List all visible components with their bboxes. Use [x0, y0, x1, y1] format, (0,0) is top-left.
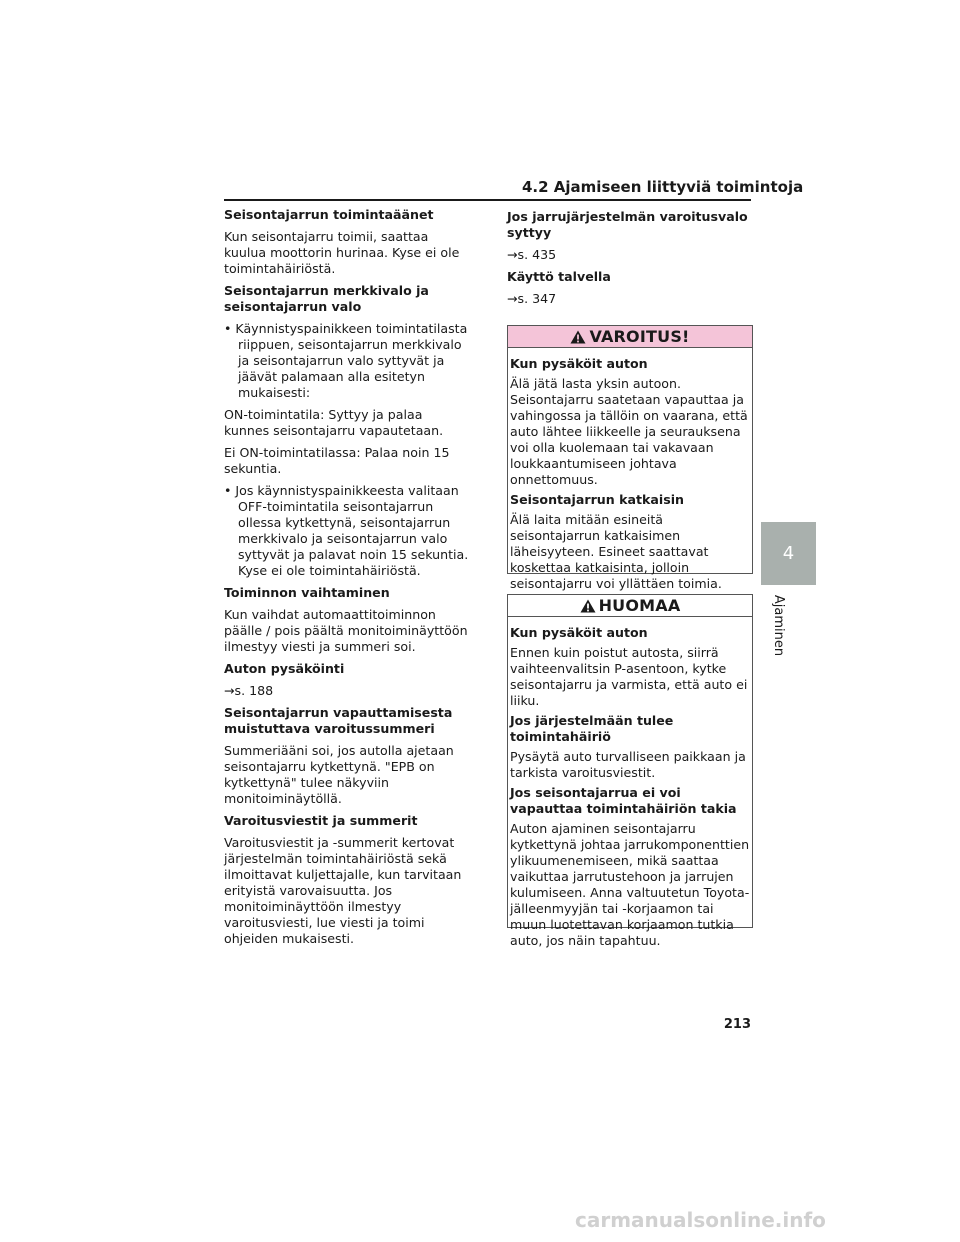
watermark: carmanualsonline.info — [575, 1208, 826, 1232]
heading-parking: Auton pysäköinti — [224, 661, 345, 676]
warning-box-body — [508, 348, 752, 592]
warning-box-title — [508, 326, 752, 348]
warning-box — [507, 325, 753, 591]
bullet-item: • Jos käynnistyspainikkeesta valitaan OFF-toimintatila seisontajarrun ollessa kytkettynä, seisontajarrun merkkivalo ja seisontajarrun valo syttyvät ja palavat noin 15 sekuntia. Kyse ei ole toimintahäiriöstä. — [224, 483, 469, 578]
warning-triangle-icon — [570, 330, 586, 344]
chapter-tab[interactable]: 4 — [761, 522, 816, 585]
warning-title-text: VAROITUS! — [589, 327, 690, 346]
paragraph: Kun seisontajarru toimii, saattaa kuulua moottorin hurinaa. Kyse ei ole toimintahäiriöstä. — [224, 229, 460, 276]
heading-winter-use: Käyttö talvella — [507, 269, 611, 284]
left-column — [224, 207, 470, 953]
page-reference-link[interactable]: →s. 347 — [507, 291, 557, 306]
chapter-label-text: Ajaminen — [771, 594, 787, 657]
heading-release-buzzer: Seisontajarrun vapauttamisesta muistuttava varoitussummeri — [224, 705, 453, 736]
page-number: 213 — [723, 1017, 751, 1032]
bullet-item: • Käynnistyspainikkeen toimintatilasta riippuen, seisontajarrun merkkivalo ja seisontajarrun valo syttyvät ja jäävät palamaan alla esitetyn mukaisesti: — [224, 321, 468, 400]
paragraph: ON-toimintatila: Syttyy ja palaa kunnes seisontajarru vapautetaan. — [224, 407, 444, 438]
notice-title-text: HUOMAA — [598, 596, 681, 615]
heading-indicator: Seisontajarrun merkkivalo ja seisontajarrun valo — [224, 283, 429, 314]
notice-box-title — [508, 595, 752, 617]
caution-triangle-icon — [580, 599, 596, 613]
warning-heading: Seisontajarrun katkaisin — [510, 492, 684, 507]
heading-parking-brake-sounds: Seisontajarrun toimintaäänet — [224, 207, 434, 222]
notice-paragraph: Auton ajaminen seisontajarru kytkettynä johtaa jarrukomponenttien ylikuumenemiseen, mikä saattaa vaikuttaa jarrutustehoon ja jarrujen kulumiseen. Anna valtuutetun Toyota-jälleenmyyjän tai -korjaamon tai muun luotettavan korjaamon tutkia auto, jos näin tapahtuu. — [510, 821, 750, 948]
notice-box — [507, 594, 753, 948]
warning-heading: Kun pysäköit auton — [510, 356, 648, 371]
paragraph: Ei ON-toimintatilassa: Palaa noin 15 sekuntia. — [224, 445, 450, 476]
heading-brake-warning-light: Jos jarrujärjestelmän varoitusvalo syttyy — [507, 209, 748, 240]
page-reference-link[interactable]: →s. 188 — [224, 683, 274, 698]
notice-paragraph: Ennen kuin poistut autosta, siirrä vaihteenvalitsin P-asentoon, kytke seisontajarru ja varmista, että auto ei liiku. — [510, 645, 748, 708]
header-rule — [224, 199, 751, 201]
right-column — [507, 209, 753, 313]
paragraph: Varoitusviestit ja -summerit kertovat järjestelmän toimintahäiriöstä sekä ilmoittavat kuljettajalle, kun tarvitaan erityistä varovaisuutta. Jos monitoiminäyttöön ilmestyy varoitusviesti, lue viesti ja toimi ohjeiden mukaisesti. — [224, 835, 462, 946]
notice-heading: Jos seisontajarrua ei voi vapauttaa toimintahäiriön takia — [510, 785, 737, 816]
paragraph: Kun vaihdat automaattitoiminnon päälle / pois päältä monitoiminäyttöön ilmestyy viesti ja summeri soi. — [224, 607, 468, 654]
warning-paragraph: Älä laita mitään esineitä seisontajarrun katkaisimen läheisyyteen. Esineet saattavat koskettaa katkaisinta, jolloin seisontajarru voi yllättäen toimia. — [510, 512, 722, 591]
notice-heading: Jos järjestelmään tulee toimintahäiriö — [510, 713, 674, 744]
section-header: 4.2 Ajamiseen liittyviä toimintoja — [522, 178, 804, 196]
page-reference-link[interactable]: →s. 435 — [507, 247, 557, 262]
warning-paragraph: Älä jätä lasta yksin autoon. Seisontajarru saatetaan vapauttaa ja vahingossa ja tällöin on vaarana, että auto lähtee liikkeelle ja seurauksena voi olla kuolemaan tai vakavaan loukkaantumiseen johtava onnettomuus. — [510, 376, 748, 487]
notice-box-body — [508, 617, 752, 949]
paragraph: Summeriääni soi, jos autolla ajetaan seisontajarru kytkettynä. "EPB on kytkettynä" tulee näkyviin monitoiminäytöllä. — [224, 743, 454, 806]
heading-warning-messages: Varoitusviestit ja summerit — [224, 813, 418, 828]
chapter-label — [760, 594, 787, 657]
notice-heading: Kun pysäköit auton — [510, 625, 648, 640]
notice-paragraph: Pysäytä auto turvalliseen paikkaan ja tarkista varoitusviestit. — [510, 749, 746, 780]
heading-mode-switch: Toiminnon vaihtaminen — [224, 585, 390, 600]
